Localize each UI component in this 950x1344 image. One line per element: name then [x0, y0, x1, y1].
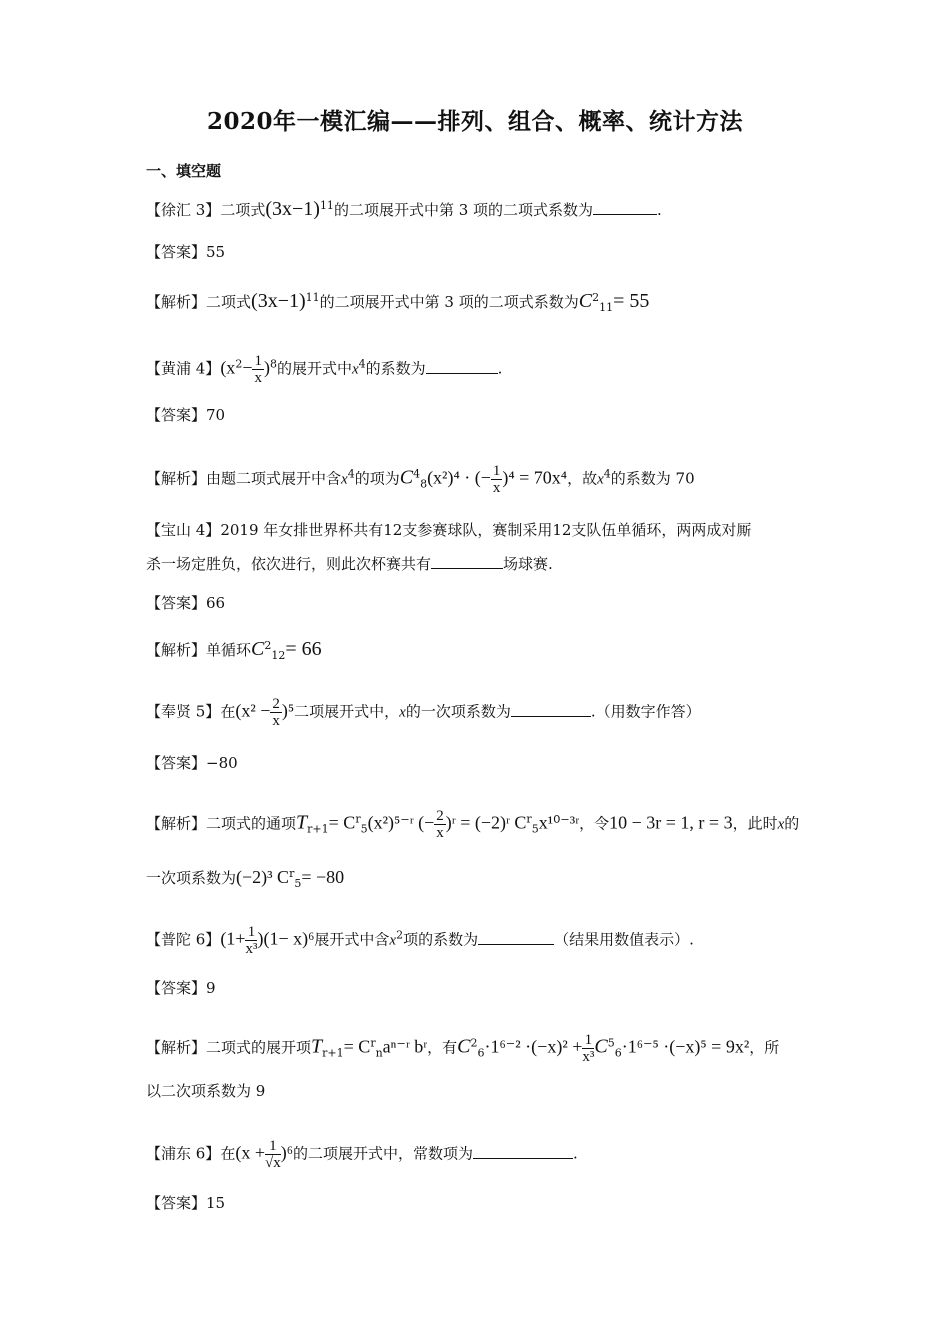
math-subscript: r+1: [307, 822, 329, 836]
math-expression: ): [263, 357, 270, 378]
math-exponent: 8: [269, 357, 277, 371]
math-expression: = 66: [285, 638, 322, 660]
math-fraction: [582, 1032, 594, 1065]
page-title: 2020年一模汇编——排列、组合、概率、统计方法: [206, 108, 743, 135]
answer-tag: 【答案】: [146, 406, 207, 424]
math-exponent: 4: [358, 357, 366, 371]
math-exponent: 2: [235, 357, 243, 371]
math-fraction: [434, 808, 446, 841]
question-text: 的系数为: [365, 359, 426, 378]
answer-tag: 【答案】: [146, 243, 207, 261]
answer-value: 15: [206, 1194, 226, 1212]
question-text: 2019 年女排世界杯共有12支参赛球队，赛制采用12支队伍单循环，两两成对厮: [220, 521, 752, 539]
solution-text: 单循环: [206, 641, 252, 659]
solution-tag: 【解析】: [146, 469, 207, 488]
math-expression: ·1⁶⁻² ·(−x)² +: [484, 1036, 583, 1057]
fraction-denominator: x: [272, 713, 280, 729]
math-expression: = C: [328, 812, 356, 833]
math-exponent: 2: [396, 928, 404, 942]
answer-value: −80: [206, 754, 238, 772]
question-tag: 【浦东 6】: [146, 1144, 221, 1163]
question-end: （结果用数值表示）.: [554, 930, 694, 949]
math-subscript: 11: [599, 301, 614, 314]
solution-text: 二项式: [206, 293, 252, 311]
math-expression: (x +: [235, 1142, 265, 1163]
math-superscript: 2: [264, 639, 272, 652]
solution-text: 的二项展开式中第 3 项的二项式系数为: [319, 293, 579, 311]
fraction-numerator: 1: [265, 1138, 281, 1155]
math-expression: aⁿ⁻ʳ bʳ: [382, 1036, 428, 1057]
solution-text: 的项为: [354, 469, 400, 488]
question-baoshan-4: [146, 513, 816, 581]
math-operator: −: [242, 357, 253, 378]
solution-text: 由题二项式展开中含: [206, 469, 342, 488]
fraction-denominator: x³: [582, 1049, 595, 1065]
solution-putuo-6: [146, 1032, 779, 1065]
solution-text: 一次项系数为: [146, 869, 237, 887]
solution-text: 二项式的通项: [206, 814, 297, 833]
question-end: .: [657, 201, 662, 219]
answer-blank: [473, 1144, 573, 1159]
question-xuhui-3: [146, 196, 662, 220]
fraction-numerator: 1: [254, 353, 262, 369]
answer-baoshan-4: [146, 593, 225, 613]
question-pudong-6: [146, 1138, 578, 1171]
answer-tag: 【答案】: [146, 594, 207, 612]
answer-value: 66: [206, 594, 226, 612]
math-subscript: 5: [360, 822, 368, 836]
fraction-numerator: 2: [436, 808, 444, 824]
math-fraction: [252, 353, 264, 386]
math-subscript: 8: [420, 477, 428, 491]
solution-text: ，有: [427, 1038, 458, 1057]
question-fengxian-5: [146, 696, 701, 729]
math-symbol: C: [578, 290, 593, 312]
math-variable: x: [597, 471, 604, 488]
fraction-numerator: 1: [245, 924, 257, 941]
solution-text: 的系数为 70: [610, 469, 695, 488]
question-text: 展开式中含: [314, 930, 390, 949]
answer-putuo-6: [146, 978, 216, 998]
math-exponent: 11: [319, 199, 334, 212]
math-variable: x: [399, 704, 406, 721]
question-text: 在: [220, 1144, 236, 1163]
math-superscript: r: [289, 867, 295, 880]
question-end: .（用数字作答）: [590, 702, 701, 721]
math-symbol: C: [594, 1035, 608, 1058]
answer-blank: [431, 554, 503, 569]
answer-fengxian-5: [146, 753, 238, 773]
answer-value: 55: [206, 243, 226, 261]
math-variable: x: [777, 816, 785, 833]
fraction-denominator: x: [436, 825, 444, 841]
solution-putuo-6-line2: [146, 1081, 265, 1101]
fraction-denominator: x: [254, 370, 262, 386]
math-expression: )ʳ = (−2)ʳ C: [445, 812, 527, 833]
question-text: 项的系数为: [403, 930, 479, 949]
math-expression: (3x−1): [251, 290, 306, 312]
question-tag: 【普陀 6】: [146, 930, 221, 949]
math-exponent: 11: [305, 291, 320, 304]
math-symbol: C: [399, 466, 414, 489]
answer-blank: [478, 930, 554, 945]
question-text: 场球赛.: [503, 555, 553, 573]
question-huangpu-4: [146, 353, 502, 386]
math-expression: (x² −: [235, 700, 271, 721]
question-end: .: [497, 359, 503, 378]
solution-text: 二项式的展开项: [206, 1038, 312, 1057]
math-subscript: 12: [271, 649, 286, 662]
solution-baoshan-4: [146, 636, 322, 666]
solution-text: 以二次项系数为 9: [146, 1082, 266, 1100]
solution-tag: 【解析】: [146, 293, 207, 311]
math-variable: x: [341, 471, 348, 488]
math-expression: (x²)⁴ · (−: [427, 467, 491, 488]
math-superscript: 5: [607, 1036, 615, 1050]
answer-value: 9: [206, 979, 216, 997]
section-heading: 一、填空题: [146, 162, 222, 180]
math-expression: 10 − 3r = 1, r = 3: [609, 812, 733, 833]
math-subscript: r+1: [322, 1046, 344, 1060]
answer-tag: 【答案】: [146, 754, 207, 772]
fraction-denominator: √x: [264, 1155, 281, 1171]
math-subscript: 6: [477, 1046, 485, 1060]
question-text: 二项展开式中，: [294, 702, 400, 721]
math-superscript: 2: [470, 1036, 478, 1050]
fraction-denominator: x³: [245, 941, 258, 957]
math-superscript: 2: [592, 291, 600, 304]
math-superscript: r: [526, 812, 532, 826]
question-tag: 【宝山 4】: [146, 521, 221, 539]
math-symbol: T: [296, 811, 308, 834]
question-text: 杀一场定胜负，依次进行，则此次杯赛共有: [146, 555, 432, 573]
math-expression: = 55: [613, 290, 650, 312]
solution-tag: 【解析】: [146, 641, 207, 659]
answer-xuhui-3: [146, 242, 225, 262]
question-text: 的二项展开式中第 3 项的二项式系数为: [333, 201, 594, 219]
solution-fengxian-5-line2: [146, 864, 344, 894]
math-subscript: n: [375, 1046, 383, 1060]
solution-tag: 【解析】: [146, 814, 207, 833]
question-tag: 【奉贤 5】: [146, 702, 221, 721]
math-superscript: r: [370, 1036, 376, 1050]
solution-tag: 【解析】: [146, 1038, 207, 1057]
math-symbol: C: [251, 638, 265, 660]
math-variable: x: [389, 932, 397, 949]
question-line: [146, 547, 816, 581]
math-superscript: r: [355, 812, 361, 826]
math-fraction: [245, 924, 257, 957]
math-expression: )⁵: [281, 700, 295, 721]
solution-xuhui-3: [146, 288, 649, 318]
math-expression: = C: [343, 1036, 371, 1057]
answer-blank: [426, 359, 498, 374]
solution-text: ，故: [567, 469, 598, 488]
question-text: 的展开式中: [276, 359, 352, 378]
answer-tag: 【答案】: [146, 979, 207, 997]
math-expression: )(1− x)⁶: [257, 928, 315, 949]
math-subscript: 6: [614, 1046, 622, 1060]
math-exponent: 4: [347, 467, 355, 481]
question-text: 的一次项系数为: [405, 702, 511, 721]
question-text: 的二项展开式中，常数项为: [293, 1144, 474, 1163]
math-expression: (1+: [220, 928, 246, 949]
math-variable: x: [351, 361, 359, 378]
answer-blank: [593, 200, 657, 215]
math-expression: x¹⁰⁻³ʳ: [538, 812, 580, 833]
solution-text: ，此时: [732, 814, 778, 833]
math-expression: )⁴ = 70x⁴: [502, 467, 568, 488]
math-expression: (3x−1): [265, 198, 320, 220]
math-expression: = −80: [301, 867, 345, 887]
math-expression: (−2)³ C: [236, 867, 290, 887]
math-fraction: [270, 696, 282, 729]
math-expression: )⁶: [280, 1142, 293, 1163]
question-line: [146, 513, 816, 547]
solution-text: 的: [784, 814, 800, 833]
fraction-numerator: 2: [272, 696, 280, 712]
math-expression: ·1⁶⁻⁵ ·(−x)⁵ = 9x²: [621, 1036, 750, 1057]
fraction-numerator: 1: [492, 463, 501, 479]
solution-huangpu-4: [146, 463, 695, 496]
answer-value: 70: [206, 406, 226, 424]
fraction-numerator: 1: [582, 1032, 594, 1049]
question-text: 二项式: [220, 201, 266, 219]
math-fraction: [491, 463, 503, 496]
math-exponent: 4: [603, 467, 611, 481]
question-tag: 【徐汇 3】: [146, 201, 221, 219]
solution-text: ，令: [579, 814, 610, 833]
answer-blank: [511, 702, 591, 717]
math-subscript: 5: [531, 822, 539, 836]
math-expression: (x²)⁵⁻ʳ (−: [367, 812, 435, 833]
math-symbol: C: [457, 1035, 471, 1058]
answer-tag: 【答案】: [146, 1194, 207, 1212]
question-text: 在: [220, 702, 236, 721]
math-fraction: [265, 1138, 281, 1171]
question-tag: 【黄浦 4】: [146, 359, 221, 378]
math-expression: (x: [220, 357, 236, 378]
math-superscript: 4: [413, 467, 421, 481]
question-end: .: [573, 1144, 578, 1163]
math-subscript: 5: [294, 877, 302, 890]
question-putuo-6: [146, 924, 694, 957]
answer-pudong-6: [146, 1193, 225, 1213]
solution-text: ，所: [749, 1038, 780, 1057]
solution-fengxian-5: [146, 808, 799, 841]
fraction-denominator: x: [492, 480, 501, 496]
math-symbol: T: [311, 1035, 323, 1058]
answer-huangpu-4: [146, 405, 225, 425]
